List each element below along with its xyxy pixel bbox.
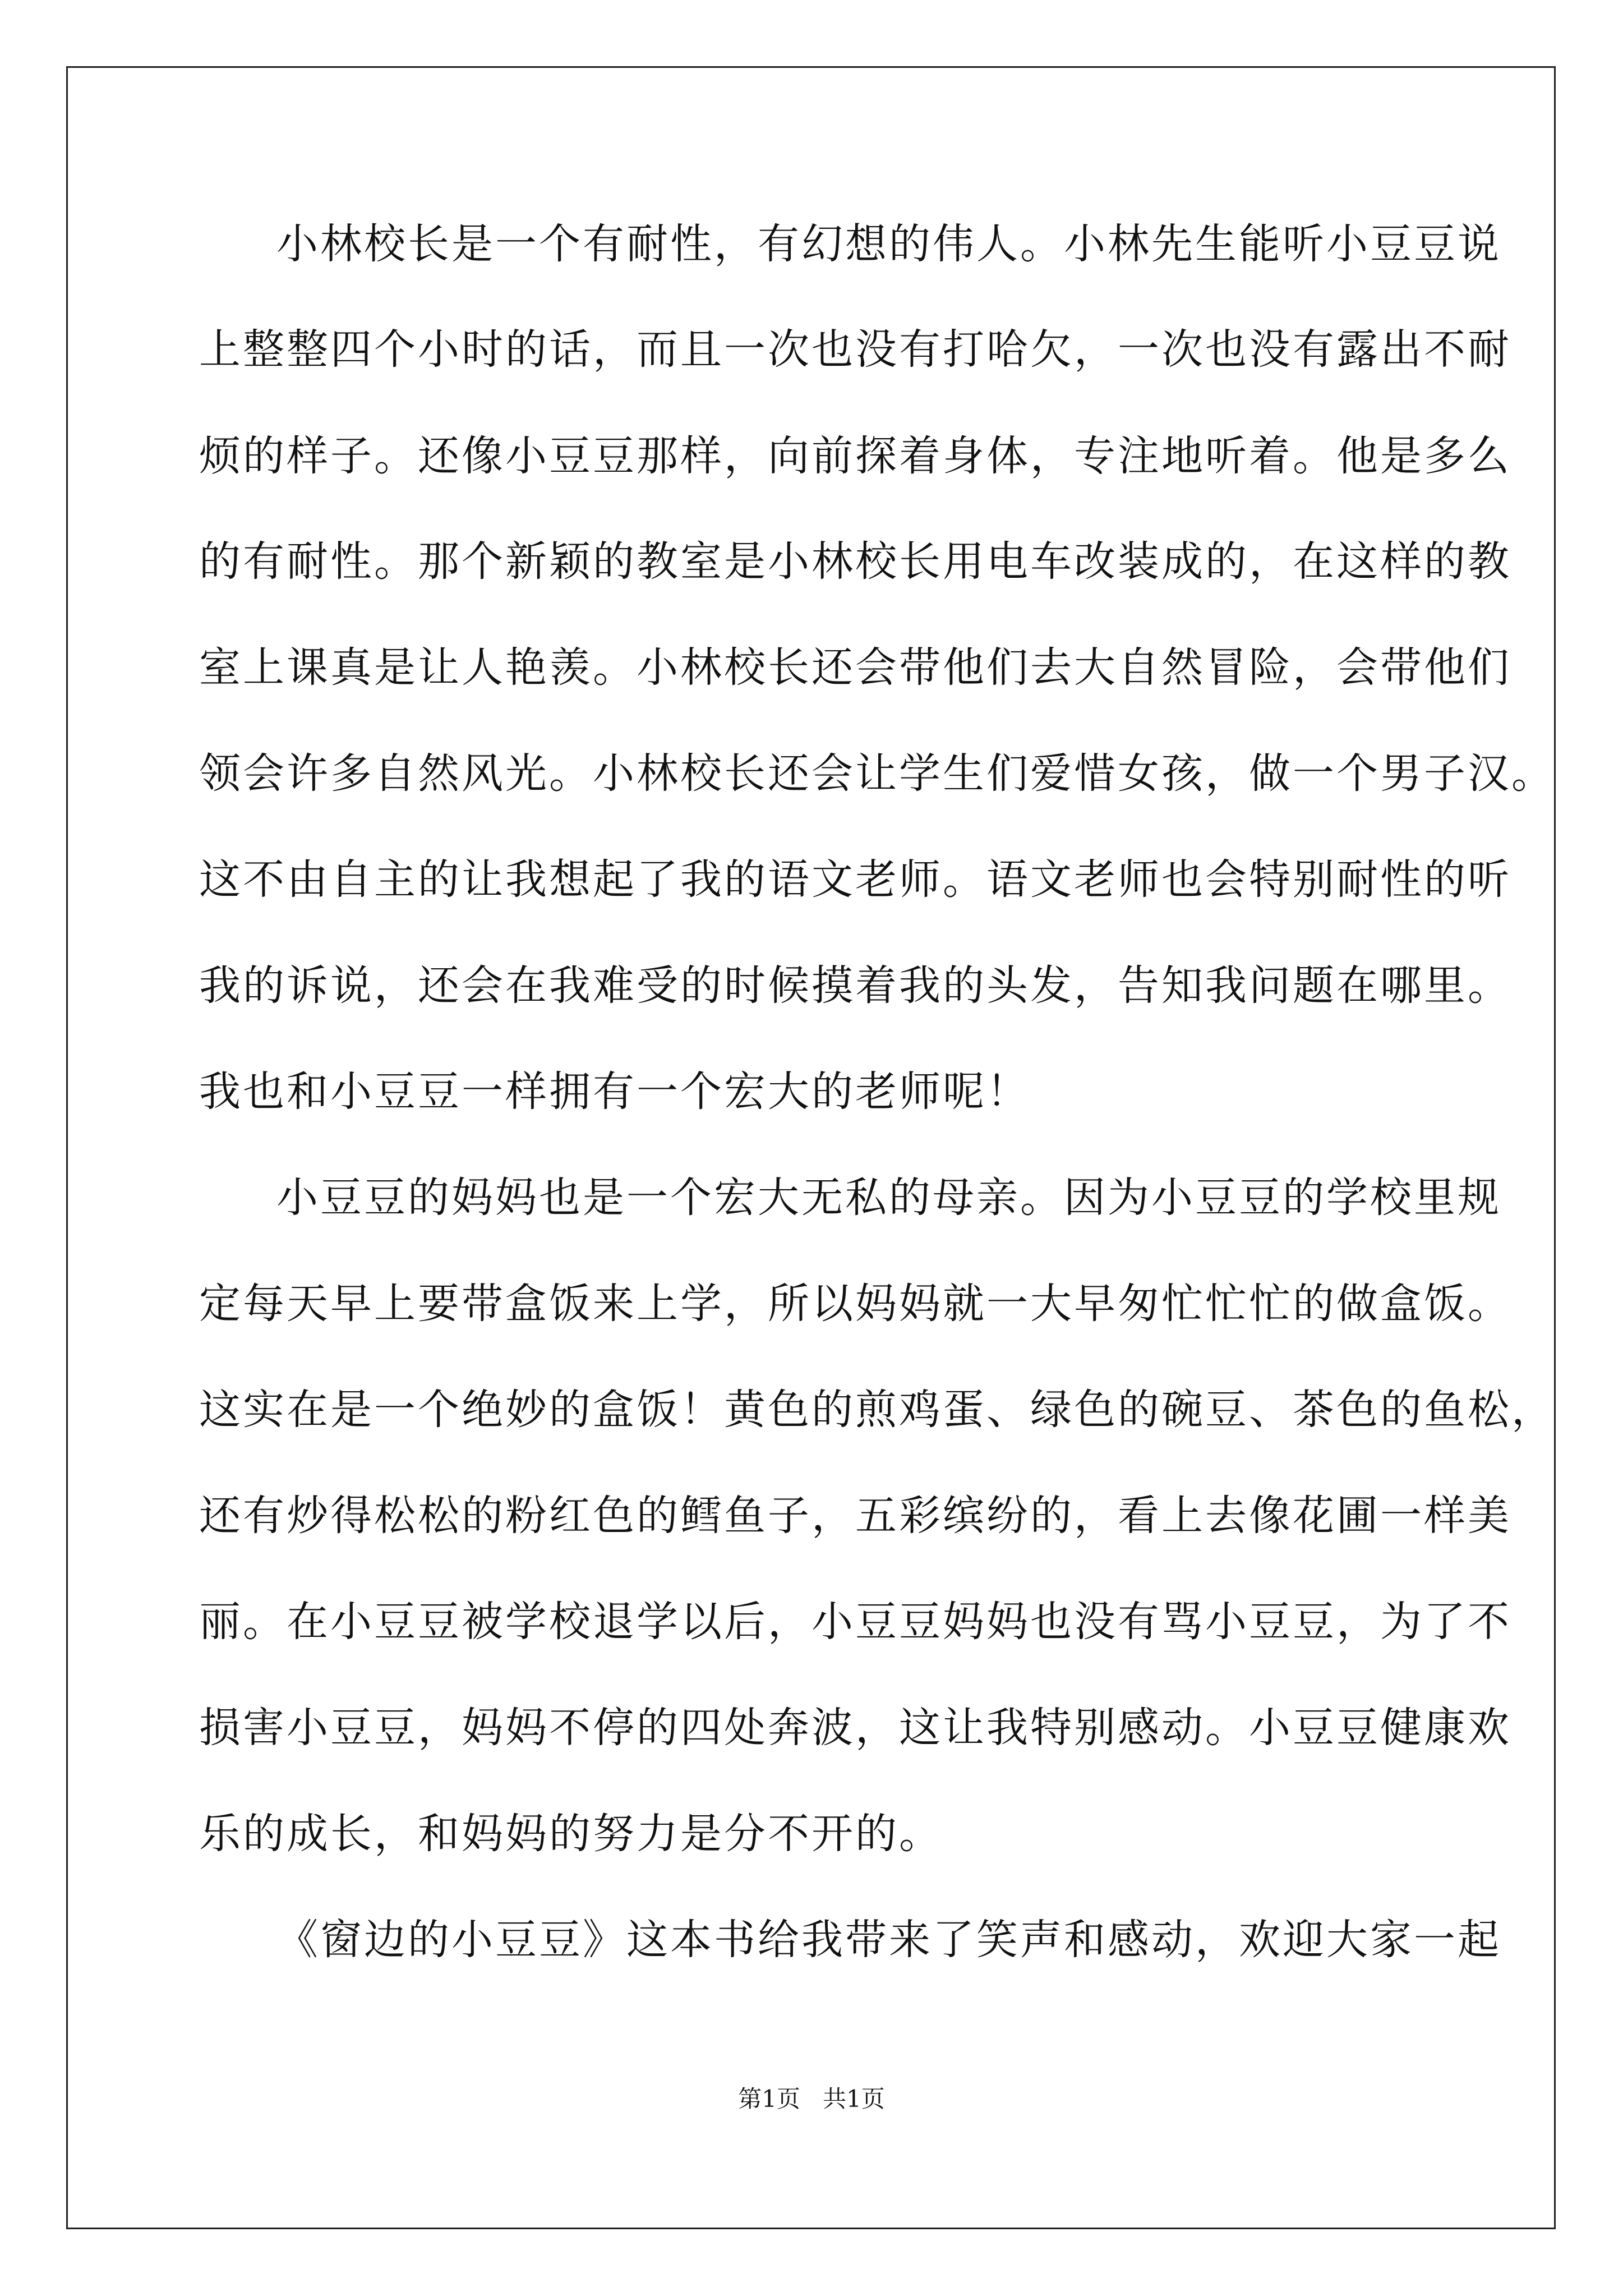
paragraph-2-line-1: 小豆豆的妈妈也是一个宏大无私的母亲。因为小豆豆的学校里规 (276, 1174, 1501, 1222)
paragraph-1-line-9: 我也和小豆豆一样拥有一个宏大的老师呢！ (199, 1068, 1030, 1116)
page-number: 第1页 共1页 (738, 2085, 885, 2113)
paragraph-2-line-6: 损害小豆豆，妈妈不停的四处奔波，这让我特别感动。小豆豆健康欢 (199, 1704, 1511, 1752)
paragraph-2-line-4: 还有炒得松松的粉红色的鳕鱼子，五彩缤纷的，看上去像花圃一样美 (199, 1492, 1511, 1540)
paragraph-1-line-8: 我的诉说，还会在我难受的时候摸着我的头发，告知我问题在哪里。 (199, 961, 1511, 1010)
page-border (66, 66, 1556, 2229)
paragraph-2-line-2: 定每天早上要带盒饭来上学，所以妈妈就一大早匆忙忙忙的做盒饭。 (199, 1280, 1511, 1328)
paragraph-1-line-5: 室上课真是让人艳羡。小林校长还会带他们去大自然冒险，会带他们 (199, 643, 1511, 692)
paragraph-2-line-3: 这实在是一个绝妙的盒饭！黄色的煎鸡蛋、绿色的碗豆、茶色的鱼松， (199, 1386, 1555, 1434)
paragraph-1-line-6: 领会许多自然风光。小林校长还会让学生们爱惜女孩，做一个男子汉。 (199, 749, 1555, 798)
paragraph-1-line-1: 小林校长是一个有耐性，有幻想的伟人。小林先生能听小豆豆说 (276, 220, 1501, 268)
paragraph-1-line-3: 烦的样子。还像小豆豆那样，向前探着身体，专注地听着。他是多么 (199, 432, 1511, 480)
paragraph-2-line-5: 丽。在小豆豆被学校退学以后，小豆豆妈妈也没有骂小豆豆，为了不 (199, 1598, 1511, 1646)
paragraph-1-line-2: 上整整四个小时的话，而且一次也没有打哈欠，一次也没有露出不耐 (199, 325, 1511, 374)
paragraph-3-line-1: 《窗边的小豆豆》这本书给我带来了笑声和感动，欢迎大家一起 (276, 1916, 1501, 1964)
paragraph-1-line-7: 这不由自主的让我想起了我的语文老师。语文老师也会特别耐性的听 (199, 855, 1511, 904)
paragraph-2-line-7: 乐的成长，和妈妈的努力是分不开的。 (199, 1810, 943, 1858)
paragraph-1-line-4: 的有耐性。那个新颖的教室是小林校长用电车改装成的，在这样的教 (199, 537, 1511, 586)
